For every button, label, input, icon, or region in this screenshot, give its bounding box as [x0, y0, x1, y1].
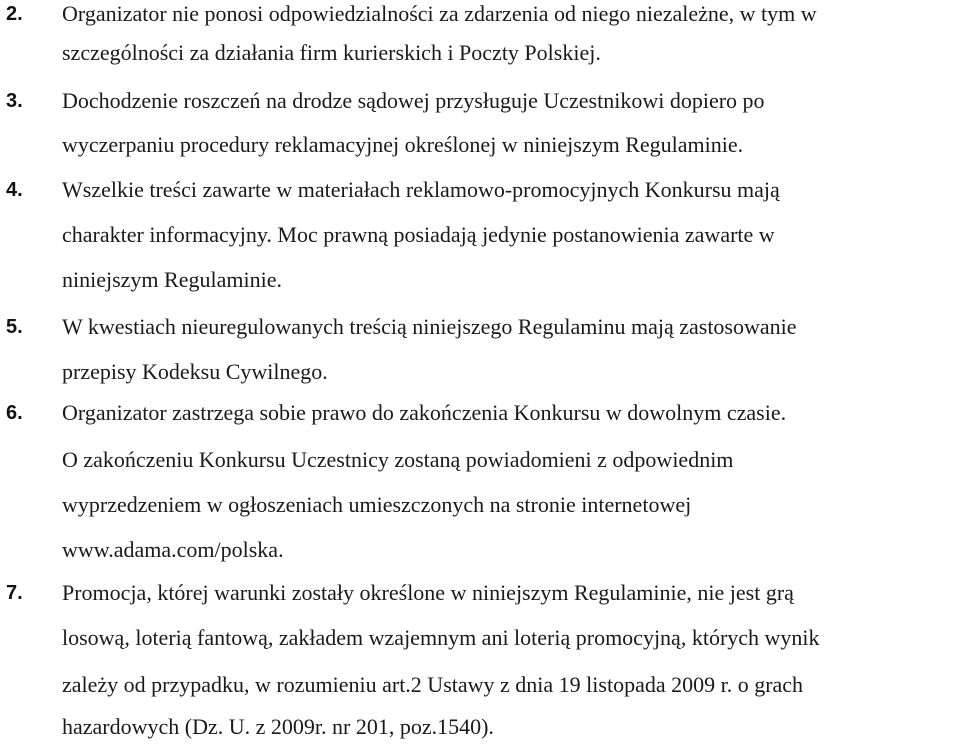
- item-text-line: O zakończeniu Konkursu Uczestnicy zostaną powiadomieni z odpowiednim: [62, 447, 734, 472]
- item-text-line: wyczerpaniu procedury reklamacyjnej określonej w niniejszym Regulaminie.: [62, 132, 744, 157]
- item-text-line: niniejszym Regulaminie.: [62, 267, 282, 292]
- item-text-line: przepisy Kodeksu Cywilnego.: [62, 359, 328, 384]
- item-number: 7.: [6, 582, 23, 604]
- item-text-line: zależy od przypadku, w rozumieniu art.2 Ustawy z dnia 19 listopada 2009 r. o grach: [62, 672, 804, 697]
- item-text-line: Promocja, której warunki zostały określone w niniejszym Regulaminie, nie jest grą: [62, 580, 794, 605]
- item-number: 6.: [6, 402, 23, 424]
- item-text-line: www.adama.com/polska.: [62, 537, 284, 562]
- item-text-line: W kwestiach nieuregulowanych treścią niniejszego Regulaminu mają zastosowanie: [62, 314, 797, 339]
- item-text-line: Organizator nie ponosi odpowiedzialności za zdarzenia od niego niezależne, w tym w: [62, 1, 817, 26]
- item-number: 5.: [6, 316, 23, 338]
- item-text-line: Wszelkie treści zawarte w materiałach reklamowo-promocyjnych Konkursu mają: [62, 177, 780, 202]
- item-text-line: wyprzedzeniem w ogłoszeniach umieszczonych na stronie internetowej: [62, 492, 692, 517]
- item-text-line: Organizator zastrzega sobie prawo do zakończenia Konkursu w dowolnym czasie.: [62, 400, 787, 425]
- item-text-line: Dochodzenie roszczeń na drodze sądowej przysługuje Uczestnikowi dopiero po: [62, 88, 765, 113]
- item-text-line: charakter informacyjny. Moc prawną posiadają jedynie postanowienia zawarte w: [62, 222, 775, 247]
- item-number: 4.: [6, 179, 23, 201]
- item-number: 2.: [6, 3, 23, 25]
- item-text-line: hazardowych (Dz. U. z 2009r. nr 201, poz.1540).: [62, 714, 494, 739]
- item-text-line: losową, loterią fantową, zakładem wzajemnym ani loterią promocyjną, których wynik: [62, 625, 820, 650]
- item-text-line: szczególności za działania firm kurierskich i Poczty Polskiej.: [62, 40, 601, 65]
- item-number: 3.: [6, 90, 23, 112]
